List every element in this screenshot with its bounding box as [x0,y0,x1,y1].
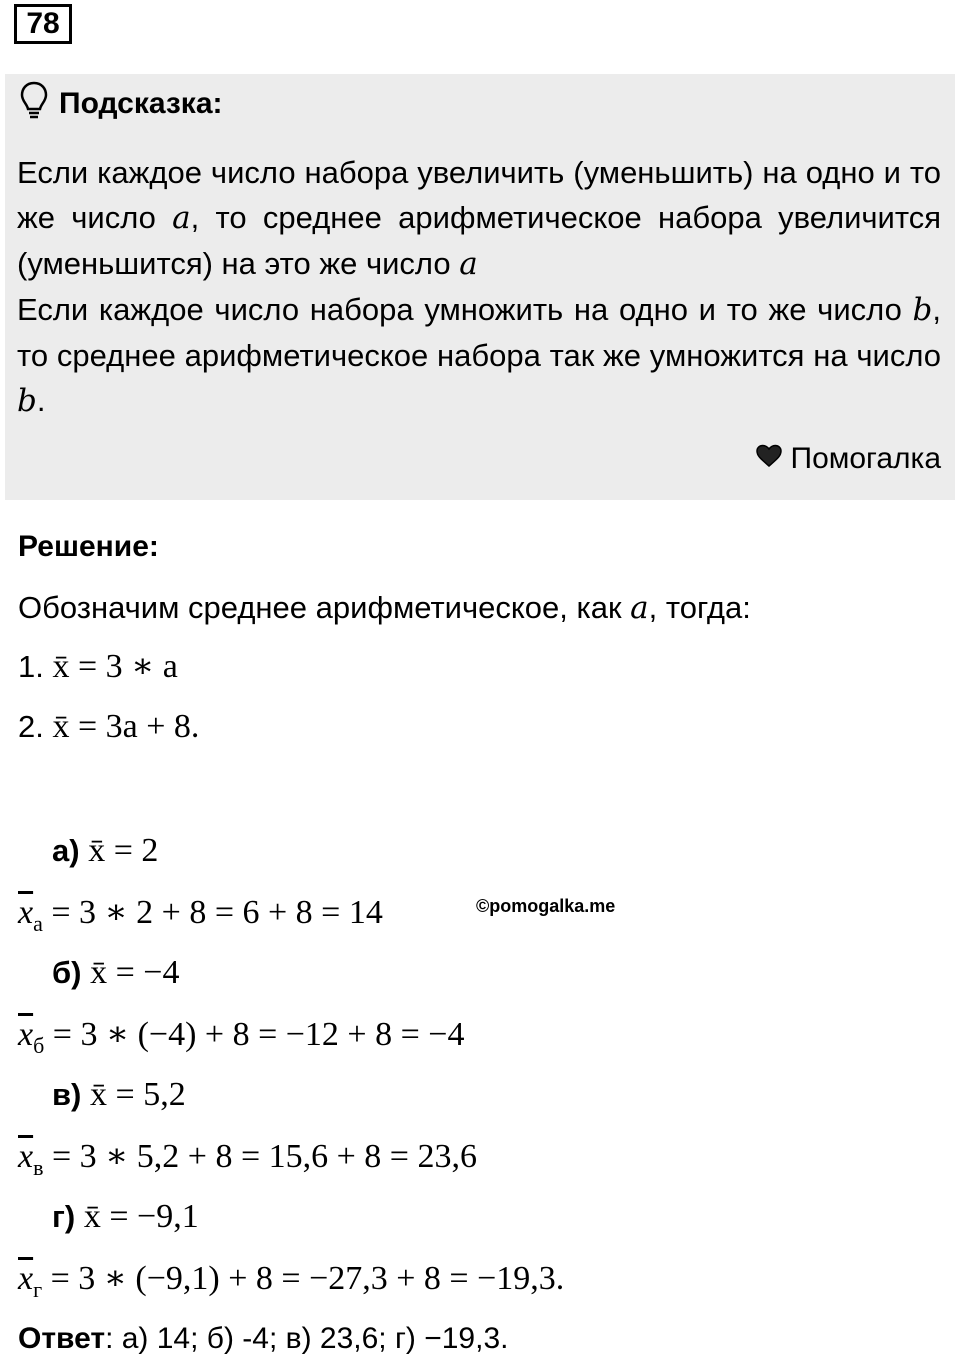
equation-1: 1. x̄ = 3 ∗ a [18,648,178,685]
brand-name: Помогалка [790,442,941,475]
case-a-calculation: $\overline{x}_а = 3$ ∗ 2 + 8 = 6 + 8 = 14 [18,894,383,936]
hint-title: Подсказка: [59,87,223,120]
lightbulb-icon [19,80,49,128]
case-a-condition: а) x̄ = 2 [52,832,159,869]
case-g-calculation: $\overline{x}_г = 3$ ∗ (−9,1) + 8 = −27,3 + 8 = −19,3. [18,1260,565,1302]
answer-label: Ответ [18,1322,106,1355]
hint-paragraph-2: Если каждое число набора умножить на одно и то же число b, то среднее арифметическое набора так же умножится на число b. [17,292,941,419]
watermark: ©pomogalka.me [476,896,616,916]
heart-icon [755,442,783,476]
case-g-condition: г) x̄ = −9,1 [52,1198,199,1235]
brand-label [755,442,942,476]
solution-title: Решение: [18,530,159,563]
case-v-calculation: $\overline{x}_в = 3$ ∗ 5,2 + 8 = 15,6 + 8 = 23,6 [18,1138,477,1180]
solution-intro: Обозначим среднее арифметическое, как a, тогда: [18,590,751,626]
equation-2: 2. x̄ = 3a + 8. [18,708,200,745]
hint-box [5,74,955,500]
hint-paragraph-1: Если каждое число набора увеличить (уменьшить) на одно и то же число a, то среднее арифметическое набора увеличится (уменьшится) на это же число a [17,155,941,282]
case-b-calculation: $\overline{x}_б = 3$ ∗ (−4) + 8 = −12 + 8 = −4 [18,1016,465,1058]
answer-line [18,1322,508,1356]
case-v-condition: в) x̄ = 5,2 [52,1076,186,1113]
task-number: 78 [14,4,72,44]
hint-header [19,84,223,124]
hint-text [17,150,941,424]
case-b-condition: б) x̄ = −4 [52,954,180,991]
answer-text: : а) 14; б) -4; в) 23,6; г) −19,3. [105,1322,509,1355]
